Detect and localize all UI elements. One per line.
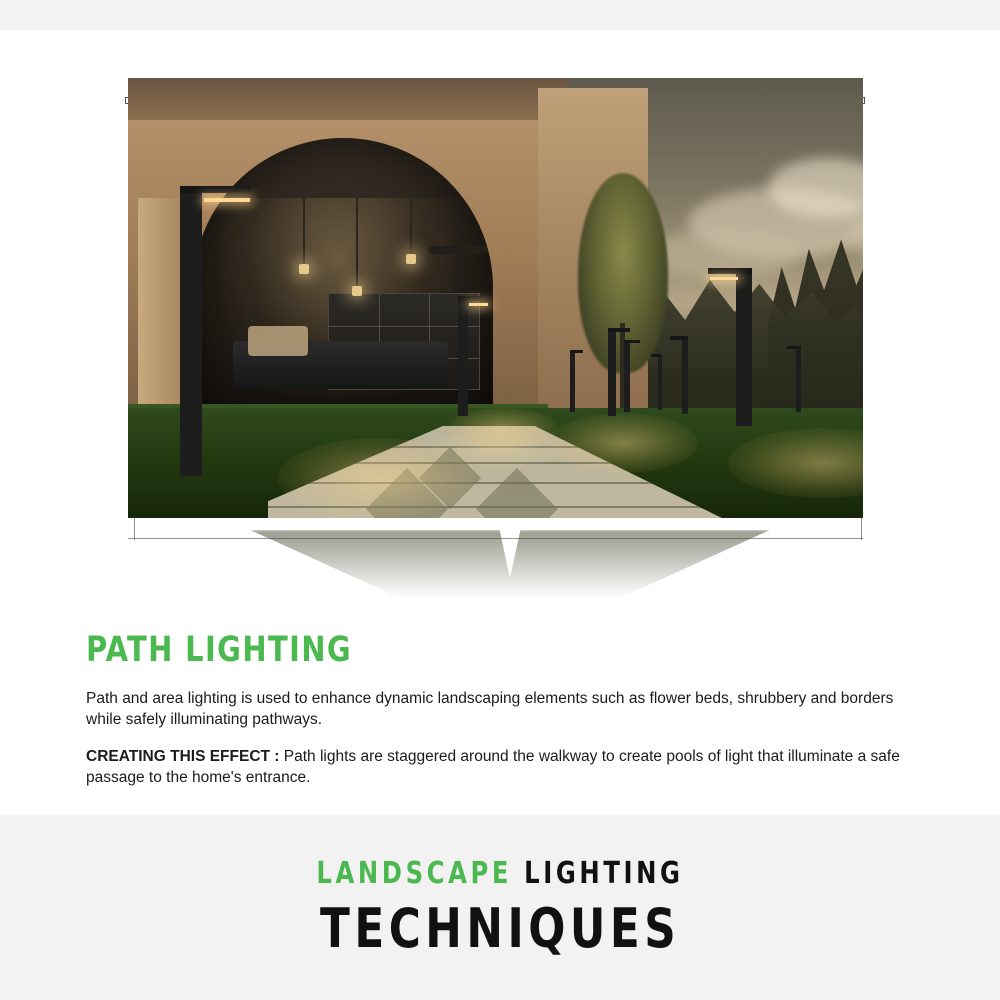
path-light-bollard-near-left (180, 186, 202, 476)
house-roof-band (128, 78, 568, 120)
effect-paragraph (86, 746, 916, 788)
path-light-bollard-mid-left (458, 296, 468, 416)
path-light-bollard-far-4 (796, 346, 801, 412)
footer-line-1 (316, 856, 683, 891)
path-light-bollard-far-2 (682, 336, 688, 414)
intro-paragraph: Path and area lighting is used to enhance dynamic landscaping elements such as flower beds, shrubbery and borders while safely illuminating pathways. (86, 690, 894, 728)
path-light-bollard-mid-right (736, 268, 752, 426)
text-content (86, 630, 926, 804)
hero-photo (128, 78, 863, 518)
pendant-light-2 (356, 198, 358, 288)
ceiling-fan (428, 246, 488, 254)
path-light-bollard-far-3 (624, 340, 630, 412)
path-light-bollard-far-5 (570, 350, 575, 412)
footer-line-2: TECHNIQUES (319, 896, 681, 960)
effect-description: Path lights are staggered around the walkway to create pools of light that illuminate a safe passage to the home's entrance. (86, 748, 900, 786)
footer-word-landscape: LANDSCAPE (316, 855, 513, 891)
effect-label: CREATING THIS EFFECT : (86, 748, 280, 765)
pendant-light-3 (410, 198, 412, 256)
hero-illustration (0, 30, 1000, 600)
light-pool-2 (548, 413, 698, 473)
hero-ground-shadow (250, 530, 770, 600)
pendant-light-1 (303, 198, 305, 266)
footer-word-lighting: LIGHTING (524, 855, 684, 891)
path-light-bollard-far-6 (658, 354, 662, 410)
path-light-bollard-far-1 (608, 328, 616, 416)
page-title: PATH LIGHTING (86, 630, 353, 670)
porch-cushion (248, 326, 308, 356)
light-pool-1 (278, 438, 478, 518)
footer-branding (0, 815, 1000, 1000)
